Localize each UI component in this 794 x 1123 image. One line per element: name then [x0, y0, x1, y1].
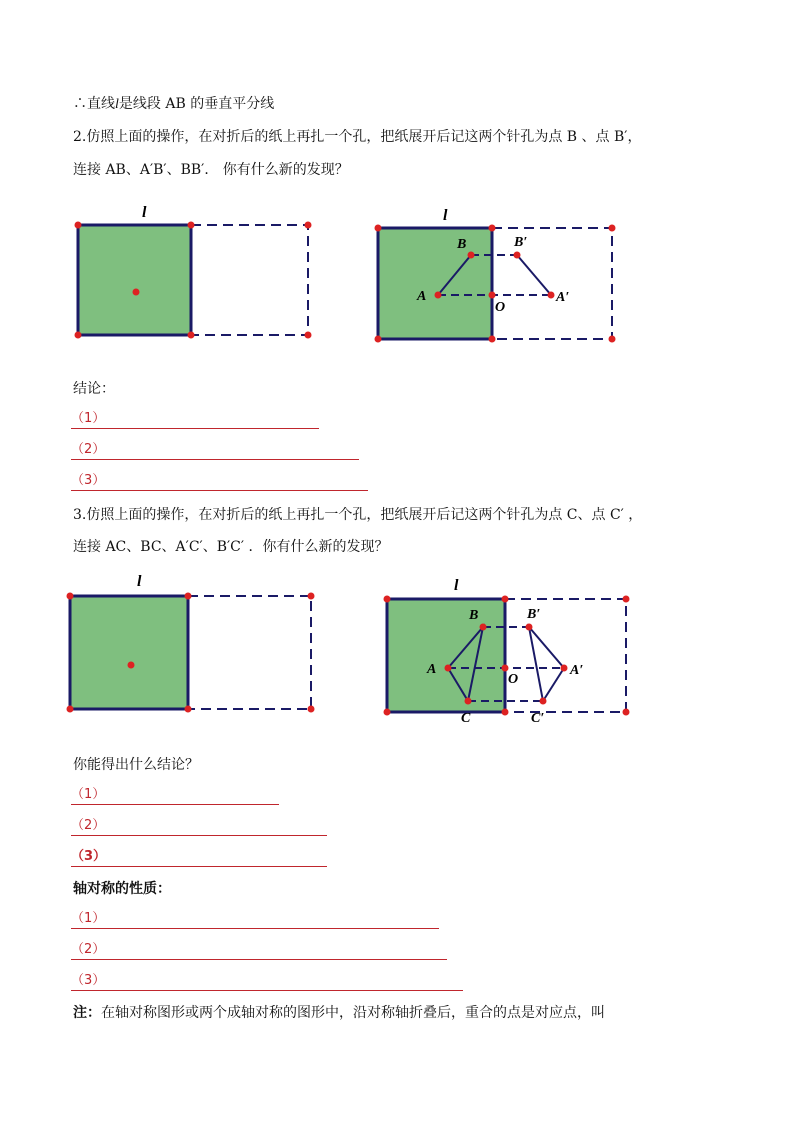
property-heading: 轴对称的性质： — [73, 881, 171, 897]
label-O: O — [495, 300, 506, 315]
folded-square — [387, 599, 505, 712]
answer-line-c3[interactable] — [71, 972, 463, 991]
answer-line-b3[interactable] — [71, 848, 327, 867]
variable-l: l — [115, 97, 119, 112]
unfolded-half-dashed — [191, 225, 308, 335]
unfolded-half-dashed — [492, 228, 612, 339]
folded-square — [78, 225, 191, 335]
axis-label-l: l — [443, 207, 448, 224]
answer-number: （3） — [71, 973, 106, 988]
answer-number: （3） — [71, 473, 106, 488]
unfolded-half-dashed — [188, 596, 311, 709]
figure-fold-paper-1 — [60, 200, 330, 350]
answer-line-a2[interactable] — [71, 441, 359, 460]
statement-line — [73, 95, 274, 114]
label-B: B — [457, 237, 467, 252]
folded-square — [70, 596, 188, 709]
conclusion-heading: 结论： — [73, 381, 115, 397]
note-line — [73, 1004, 605, 1022]
label-B-prime: B′ — [527, 607, 541, 622]
answer-number: （1） — [71, 411, 106, 426]
note-text: 在轴对称图形或两个成轴对称的图形中，沿对称轴折叠后，重合的点是对应点，叫 — [101, 1005, 605, 1021]
answer-line-b1[interactable] — [71, 786, 279, 805]
label-A: A — [417, 289, 427, 304]
question-2-line-1: 2.仿照上面的操作，在对折后的纸上再扎一个孔，把纸展开后记这两个针孔为点 B 、点 B′， — [73, 129, 642, 145]
question-3-line-2: 连接 AC、BC、A′C′、B′C′ ．你有什么新的发现？ — [73, 539, 389, 555]
question-3-line-1: 3.仿照上面的操作，在对折后的纸上再扎一个孔，把纸展开后记这两个针孔为点 C、点 C′ ， — [73, 507, 643, 523]
statement-rest: 是线段 AB 的垂直平分线 — [118, 96, 275, 112]
answer-number: （1） — [71, 787, 106, 802]
note-heading: 注： — [73, 1005, 101, 1021]
label-B: B — [469, 608, 479, 623]
label-C: C — [461, 711, 471, 726]
answer-line-c2[interactable] — [71, 941, 447, 960]
answer-number: （2） — [71, 442, 106, 457]
answer-number: （2） — [71, 942, 106, 957]
unfolded-half-dashed — [505, 599, 626, 712]
statement-prefix: ∴直线 — [73, 96, 115, 112]
axis-label-l: l — [137, 573, 142, 590]
answer-number: （1） — [71, 911, 106, 926]
conclusion-question: 你能得出什么结论？ — [73, 757, 199, 773]
label-C-prime: C′ — [531, 711, 545, 726]
label-A-prime: A′ — [556, 290, 570, 305]
answer-number: （3） — [71, 849, 107, 864]
axis-label-l: l — [142, 204, 147, 221]
answer-line-a3[interactable] — [71, 472, 368, 491]
label-O: O — [508, 672, 519, 687]
answer-line-a1[interactable] — [71, 410, 319, 429]
figure-fold-paper-3 — [55, 570, 325, 720]
question-2-line-2: 连接 AB、A′B′、BB′． 你有什么新的发现？ — [73, 162, 349, 178]
figure-fold-paper-4 — [370, 570, 645, 730]
label-A: A — [427, 662, 437, 677]
triangle-A-prime-B-prime-C-prime — [529, 627, 564, 701]
label-B-prime: B′ — [514, 235, 528, 250]
answer-line-b2[interactable] — [71, 817, 327, 836]
answer-number: （2） — [71, 818, 106, 833]
axis-label-l: l — [454, 577, 459, 594]
label-A-prime: A′ — [570, 663, 584, 678]
figure-fold-paper-2 — [365, 200, 635, 350]
segment-A-prime-B-prime — [517, 255, 551, 295]
answer-line-c1[interactable] — [71, 910, 439, 929]
folded-square — [378, 228, 492, 339]
